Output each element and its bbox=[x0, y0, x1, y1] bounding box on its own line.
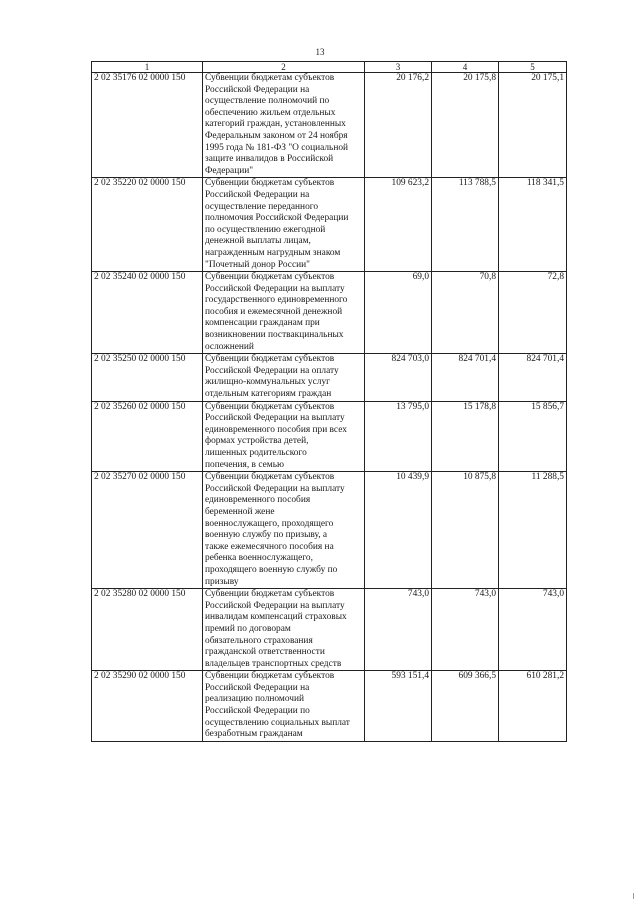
description-line: денежной выплаты лицам, bbox=[205, 236, 311, 247]
row-value-col4: 20 175,8 bbox=[432, 73, 499, 178]
row-description bbox=[203, 671, 365, 742]
description-line: премий по договорам bbox=[205, 623, 291, 634]
description-line: Субвенции бюджетам субъектов bbox=[205, 178, 335, 189]
row-value-col3: 824 703,0 bbox=[365, 354, 432, 401]
description-line: Федерации" bbox=[205, 165, 254, 176]
description-line: жилищно-коммунальных услуг bbox=[205, 377, 330, 388]
row-code: 2 02 35290 02 0000 150 bbox=[92, 671, 203, 742]
row-value-col5: 15 856,7 bbox=[499, 401, 567, 472]
table-body bbox=[92, 73, 567, 742]
row-description bbox=[203, 354, 365, 401]
row-value-col3: 593 151,4 bbox=[365, 671, 432, 742]
row-value-col5: 11 288,5 bbox=[499, 472, 567, 589]
description-line: Российской Федерации на bbox=[205, 189, 310, 200]
row-value-col5: 118 341,5 bbox=[499, 178, 567, 272]
table-row bbox=[92, 472, 567, 589]
description-line: единовременного пособия bbox=[205, 495, 311, 506]
table-row bbox=[92, 354, 567, 401]
row-value-col5: 610 281,2 bbox=[499, 671, 567, 742]
description-line: также ежемесячного пособия на bbox=[205, 541, 334, 552]
row-value-col4: 609 366,5 bbox=[432, 671, 499, 742]
description-line: Российской Федерации на выплату bbox=[205, 283, 345, 294]
description-line: военную службу по призыву, а bbox=[205, 530, 328, 541]
description-line: осуществление переданного bbox=[205, 201, 319, 212]
row-value-col4: 743,0 bbox=[432, 589, 499, 671]
description-line: лишенных родительского bbox=[205, 448, 307, 458]
row-value-col5: 824 701,4 bbox=[499, 354, 567, 401]
row-value-col3: 13 795,0 bbox=[365, 401, 432, 472]
description-line: по осуществлению ежегодной bbox=[205, 224, 326, 235]
description-line: Субвенции бюджетам субъектов bbox=[205, 73, 335, 83]
row-value-col4: 824 701,4 bbox=[432, 354, 499, 401]
description-line: государственного единовременного bbox=[205, 295, 348, 306]
page-number: 13 bbox=[315, 47, 325, 57]
description-line: Российской Федерации на выплату bbox=[205, 600, 345, 611]
description-line: призыву bbox=[205, 576, 239, 587]
row-value-col5: 743,0 bbox=[499, 589, 567, 671]
column-header-1: 1 bbox=[92, 62, 203, 73]
row-code: 2 02 35270 02 0000 150 bbox=[92, 472, 203, 589]
description-line: Российской Федерации на выплату bbox=[205, 413, 345, 424]
description-line: Субвенции бюджетам субъектов bbox=[205, 401, 335, 412]
description-line: Субвенции бюджетам субъектов bbox=[205, 354, 335, 365]
row-value-col3: 10 439,9 bbox=[365, 472, 432, 589]
header-row bbox=[92, 62, 567, 73]
row-description bbox=[203, 73, 365, 178]
description-line: гражданской ответственности bbox=[205, 647, 325, 658]
column-header-4: 4 bbox=[432, 62, 499, 73]
description-line: проходящего военную службу по bbox=[205, 564, 338, 575]
description-line: военнослужащего, проходящего bbox=[205, 518, 334, 529]
table-row bbox=[92, 178, 567, 272]
column-header-5: 5 bbox=[499, 62, 567, 73]
table-row bbox=[92, 671, 567, 742]
row-value-col5: 72,8 bbox=[499, 272, 567, 354]
table-row bbox=[92, 589, 567, 671]
row-code: 2 02 35220 02 0000 150 bbox=[92, 178, 203, 272]
row-description bbox=[203, 589, 365, 671]
row-value-col4: 10 875,8 bbox=[432, 472, 499, 589]
table-row bbox=[92, 73, 567, 178]
budget-table bbox=[91, 61, 567, 742]
row-description bbox=[203, 272, 365, 354]
row-value-col3: 743,0 bbox=[365, 589, 432, 671]
row-code: 2 02 35176 02 0000 150 bbox=[92, 73, 203, 178]
description-line: беременной жене bbox=[205, 506, 275, 517]
description-line: единовременного пособия при всех bbox=[205, 424, 347, 435]
scan-edge-mark bbox=[633, 893, 634, 899]
row-code: 2 02 35260 02 0000 150 bbox=[92, 401, 203, 472]
description-line: инвалидам компенсаций страховых bbox=[205, 612, 347, 623]
description-line: Субвенции бюджетам субъектов bbox=[205, 272, 335, 283]
table-row bbox=[92, 401, 567, 472]
description-line: Российской Федерации на bbox=[205, 682, 310, 693]
row-value-col4: 15 178,8 bbox=[432, 401, 499, 472]
description-line: осложнений bbox=[205, 341, 254, 352]
description-line: категорий граждан, установленных bbox=[205, 119, 346, 130]
row-value-col4: 113 788,5 bbox=[432, 178, 499, 272]
description-line: ребенка военнослужащего, bbox=[205, 553, 313, 564]
description-line: награжденным нагрудным знаком bbox=[205, 247, 341, 258]
row-value-col4: 70,8 bbox=[432, 272, 499, 354]
description-line: Федеральным законом от 24 ноября bbox=[205, 130, 348, 141]
description-line: Российской Федерации по bbox=[205, 706, 310, 717]
description-line: осуществлению социальных выплат bbox=[205, 717, 350, 728]
description-line: попечения, в семью bbox=[205, 459, 284, 470]
description-line: осуществление полномочий по bbox=[205, 96, 330, 107]
row-description bbox=[203, 178, 365, 272]
description-line: Субвенции бюджетам субъектов bbox=[205, 472, 335, 483]
description-line: компенсации гражданам при bbox=[205, 318, 320, 329]
column-header-2: 2 bbox=[203, 62, 365, 73]
description-line: формах устройства детей, bbox=[205, 436, 309, 447]
description-line: владельцев транспортных средств bbox=[205, 658, 342, 669]
description-line: защите инвалидов в Российской bbox=[205, 154, 334, 165]
row-code: 2 02 35280 02 0000 150 bbox=[92, 589, 203, 671]
description-line: полномочия Российской Федерации bbox=[205, 213, 349, 224]
row-description bbox=[203, 472, 365, 589]
row-code: 2 02 35240 02 0000 150 bbox=[92, 272, 203, 354]
description-line: пособия и ежемесячной денежной bbox=[205, 306, 343, 317]
row-value-col3: 69,0 bbox=[365, 272, 432, 354]
table-row bbox=[92, 272, 567, 354]
description-line: Субвенции бюджетам субъектов bbox=[205, 589, 335, 600]
description-line: возникновении поствакцинальных bbox=[205, 330, 344, 341]
description-line: обеспечению жильем отдельных bbox=[205, 107, 336, 118]
description-line: реализацию полномочий bbox=[205, 694, 305, 705]
row-value-col3: 20 176,2 bbox=[365, 73, 432, 178]
description-line: 1995 года № 181-ФЗ "О социальной bbox=[205, 142, 349, 153]
row-value-col3: 109 623,2 bbox=[365, 178, 432, 272]
description-line: безработным гражданам bbox=[205, 729, 303, 740]
description-line: отдельным категориям граждан bbox=[205, 389, 332, 400]
row-value-col5: 20 175,1 bbox=[499, 73, 567, 178]
description-line: Российской Федерации на оплату bbox=[205, 365, 339, 376]
column-header-3: 3 bbox=[365, 62, 432, 73]
description-line: Российской Федерации на bbox=[205, 84, 310, 95]
description-line: Субвенции бюджетам субъектов bbox=[205, 671, 335, 682]
row-description bbox=[203, 401, 365, 472]
row-code: 2 02 35250 02 0000 150 bbox=[92, 354, 203, 401]
description-line: "Почетный донор России" bbox=[205, 259, 310, 270]
description-line: Российской Федерации на выплату bbox=[205, 483, 345, 494]
description-line: обязательного страхования bbox=[205, 635, 313, 646]
